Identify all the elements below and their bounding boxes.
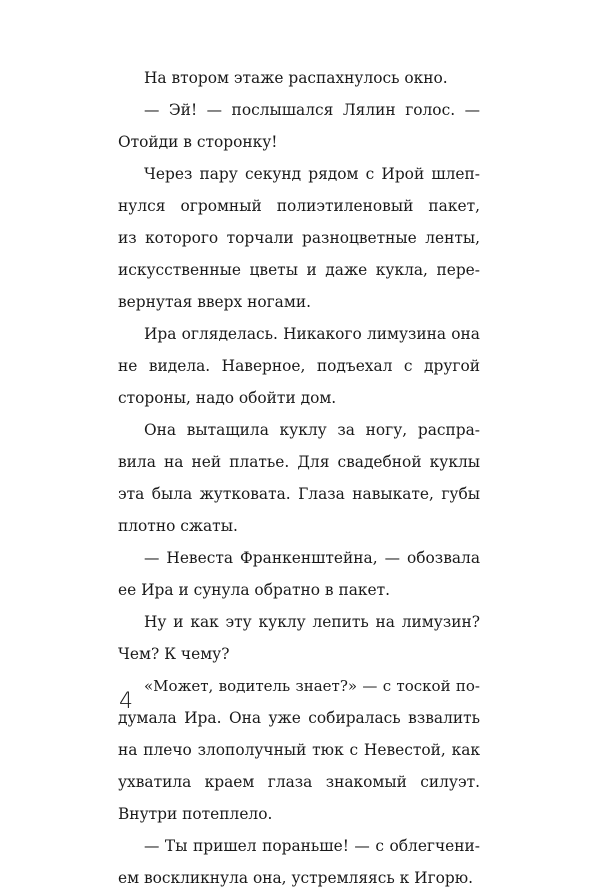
paragraph — [118, 542, 480, 606]
text-line: Она вытащила куклу за ногу, распра- — [144, 421, 480, 439]
text-line: Чем? К чему? — [118, 645, 230, 663]
text-line: на плечо злополучный тюк с Невестой, как — [118, 741, 480, 759]
page-number: 4 — [119, 689, 133, 714]
text-line: — Эй! — послышался Лялин голос. — — [144, 101, 480, 119]
text-line: Ну и как эту куклу лепить на лимузин? — [144, 613, 480, 631]
text-line: Через пару секунд рядом с Ирой шлеп- — [144, 165, 480, 183]
text-line: искусственные цветы и даже кукла, пере- — [118, 261, 480, 279]
paragraph — [118, 158, 480, 318]
text-line: На втором этаже распахнулось окно. — [144, 69, 448, 87]
text-line: нулся огромный полиэтиленовый пакет, — [118, 197, 480, 215]
text-line: — Невеста Франкенштейна, — обозвала — [144, 549, 480, 567]
paragraph — [118, 670, 480, 830]
text-line: не видела. Наверное, подъехал с другой — [118, 357, 480, 375]
paragraph — [118, 94, 480, 158]
text-line: Ира огляделась. Никакого лимузина она — [144, 325, 480, 343]
text-line: эта была жутковата. Глаза навыкате, губы — [118, 485, 480, 503]
paragraph — [118, 830, 480, 894]
text-line: вернутая вверх ногами. — [118, 293, 311, 311]
text-line: ухватила краем глаза знакомый силуэт. — [118, 773, 480, 791]
text-line: — Ты пришел пораньше! — с облегчени- — [144, 837, 480, 855]
text-line: плотно сжаты. — [118, 517, 238, 535]
text-line: из которого торчали разноцветные ленты, — [118, 229, 480, 247]
text-line: ем воскликнула она, устремляясь к Игорю. — [118, 869, 474, 887]
body-text — [118, 62, 480, 894]
text-line: стороны, надо обойти дом. — [118, 389, 337, 407]
text-line: думала Ира. Она уже собиралась взвалить — [118, 709, 480, 727]
paragraph — [118, 62, 480, 94]
paragraph — [118, 414, 480, 542]
text-line: «Может, водитель знает?» — с тоской по- — [144, 677, 480, 695]
text-line: ее Ира и сунула обратно в пакет. — [118, 581, 391, 599]
text-line: Отойди в сторонку! — [118, 133, 278, 151]
paragraph — [118, 606, 480, 670]
paragraph — [118, 318, 480, 414]
text-line: Внутри потеплело. — [118, 805, 273, 823]
text-line: вила на ней платье. Для свадебной куклы — [118, 453, 480, 471]
